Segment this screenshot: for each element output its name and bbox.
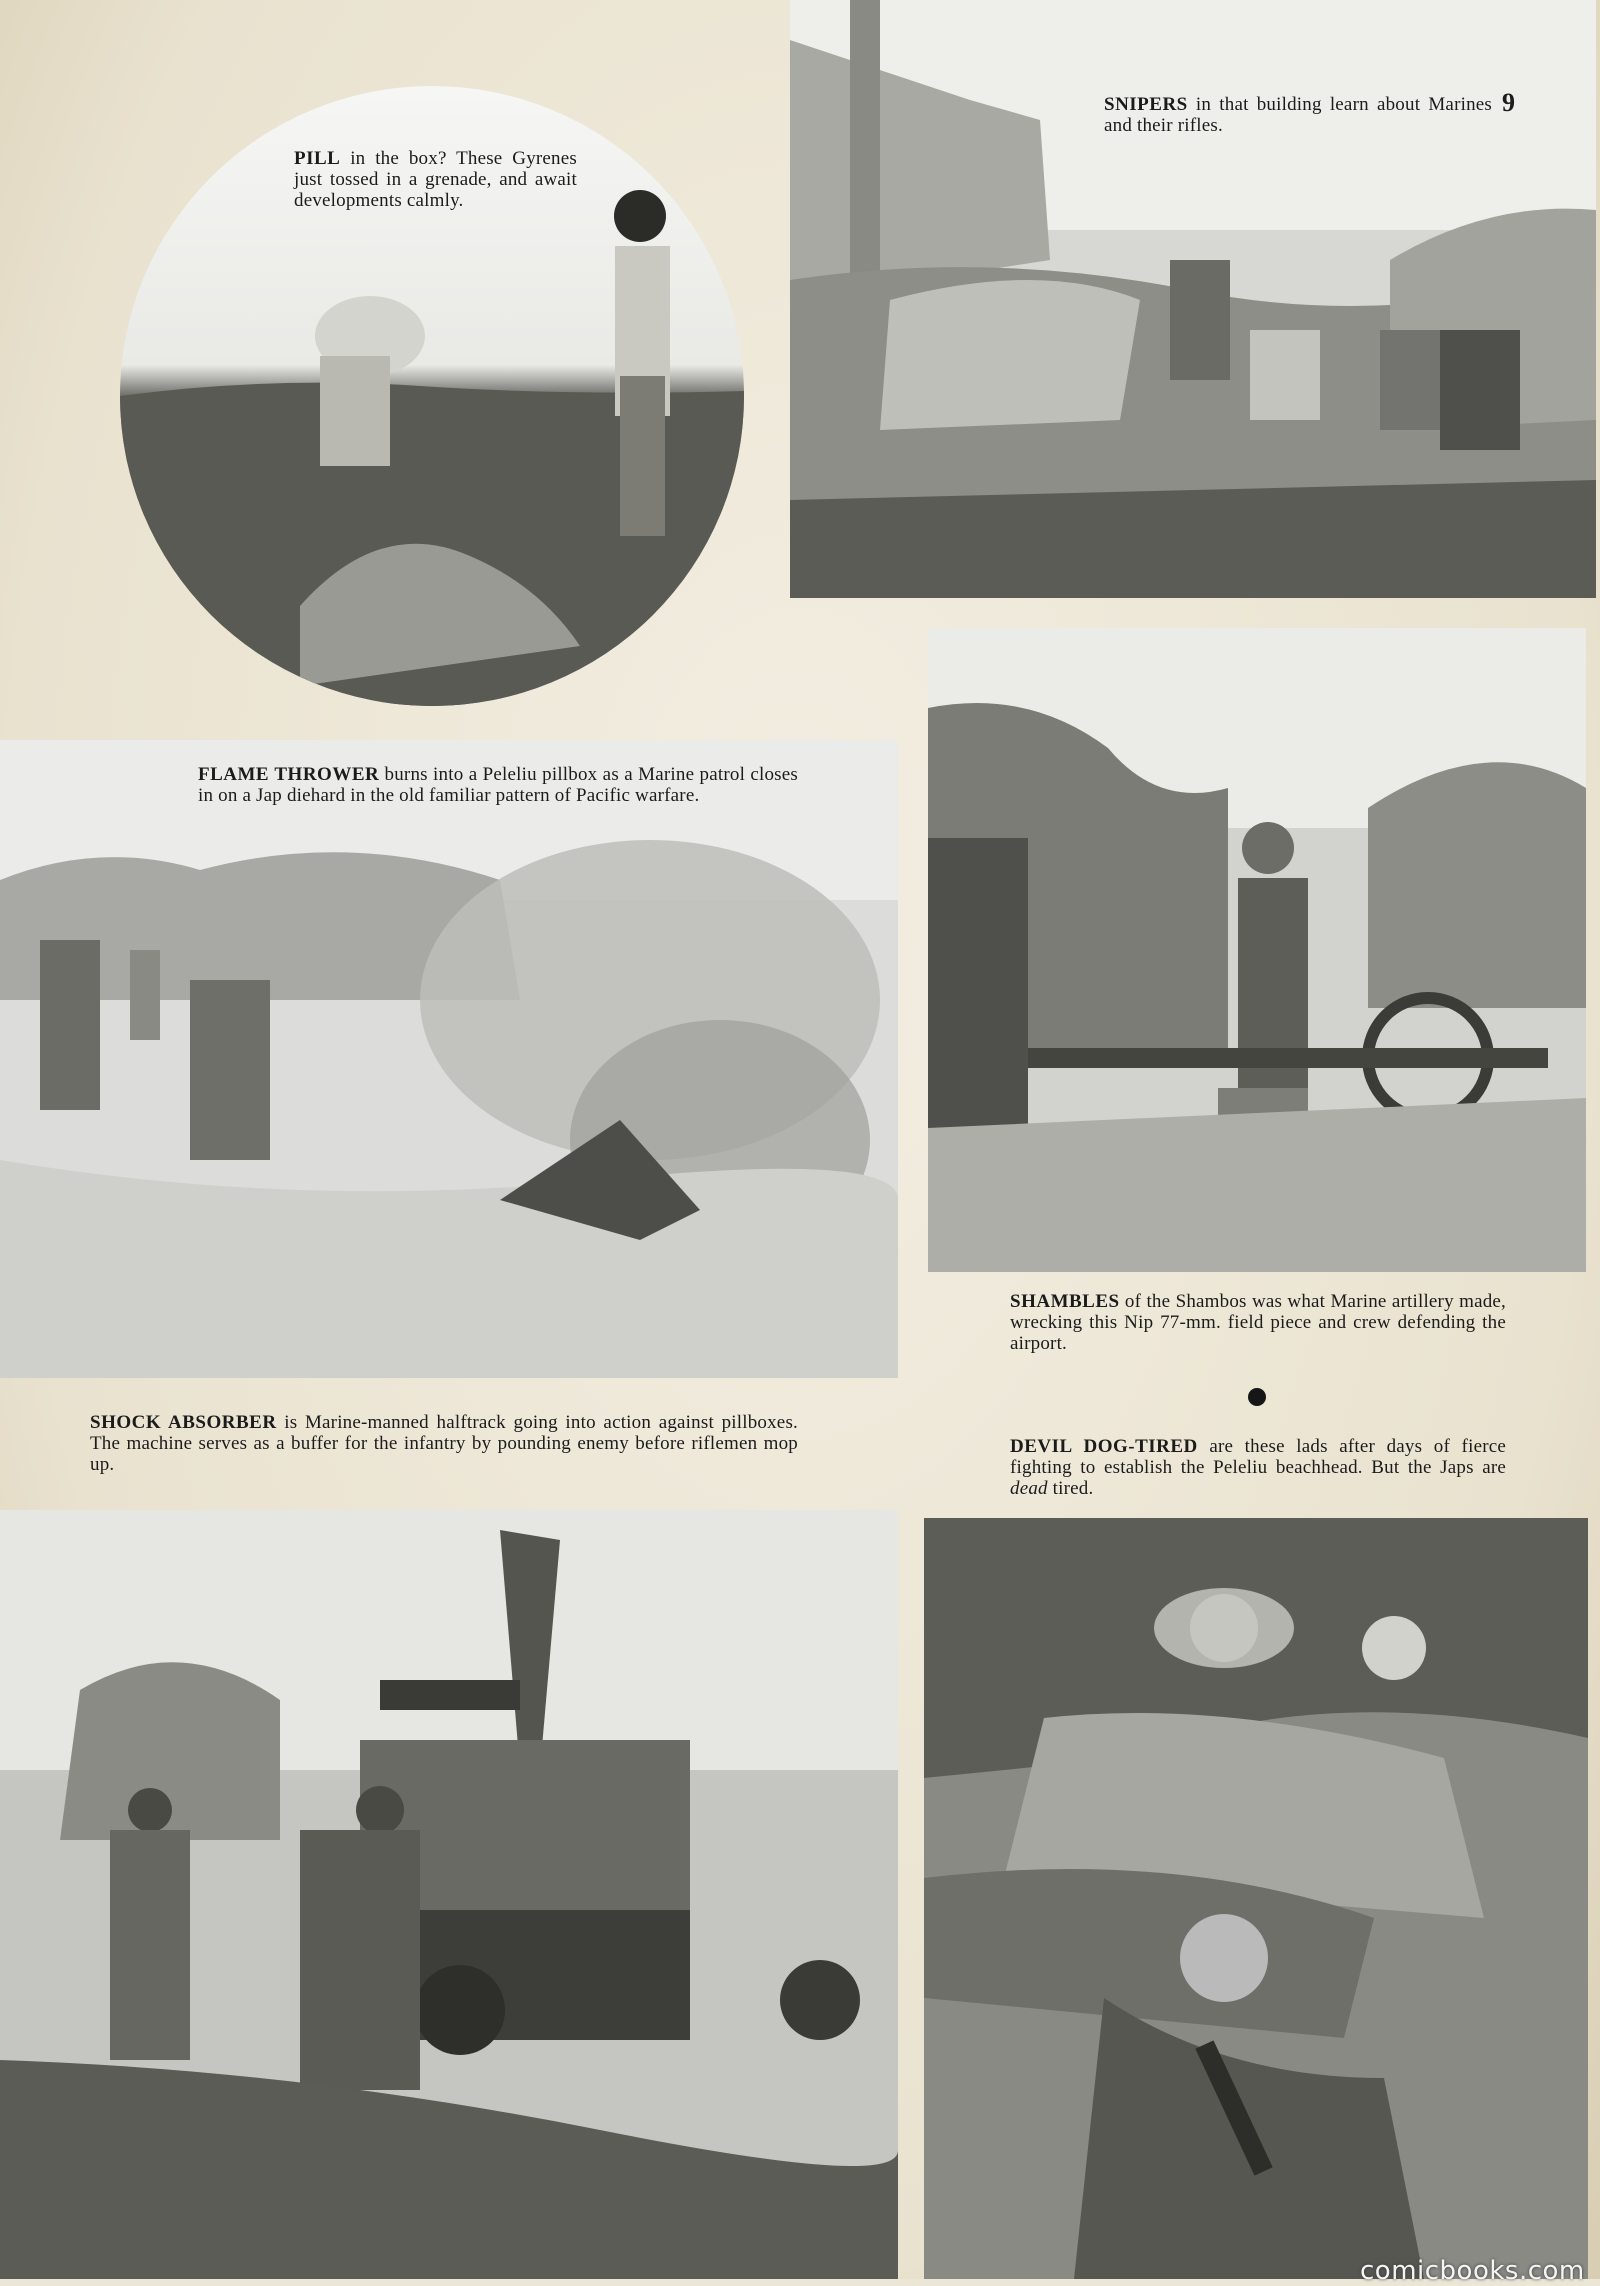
page-number: 9 (1502, 88, 1515, 117)
devil-caption: DEVIL DOG-TIRED are these lads after days of fierce fighting to establish the Peleliu beachhead. But the Japs are dead tired. (1010, 1436, 1506, 1499)
separator-bullet (1248, 1388, 1266, 1406)
pill-caption: PILL in the box? These Gyrenes just tossed in a grenade, and await developments calmly. (294, 148, 577, 211)
shambles-photo (928, 628, 1586, 1272)
flame-caption: FLAME THROWER burns into a Peleliu pillbox as a Marine patrol closes in on a Jap diehard in the old familiar pattern of Pacific warfare. (198, 764, 798, 806)
snipers-caption: SNIPERS in that building learn about Marines and their rifles. (1104, 94, 1492, 136)
watermark: comicbooks.com (1360, 2256, 1585, 2286)
flame-photo (0, 740, 898, 1378)
devil-photo (924, 1518, 1588, 2279)
snipers-photo (790, 0, 1596, 598)
shambles-caption: SHAMBLES of the Shambos was what Marine artillery made, wrecking this Nip 77-mm. field piece and crew defending the airport. (1010, 1291, 1506, 1354)
shock-photo (0, 1510, 898, 2279)
shock-caption: SHOCK ABSORBER is Marine-manned halftrack going into action against pillboxes. The machine serves as a buffer for the infantry by pounding enemy before riflemen mop up. (90, 1412, 798, 1475)
